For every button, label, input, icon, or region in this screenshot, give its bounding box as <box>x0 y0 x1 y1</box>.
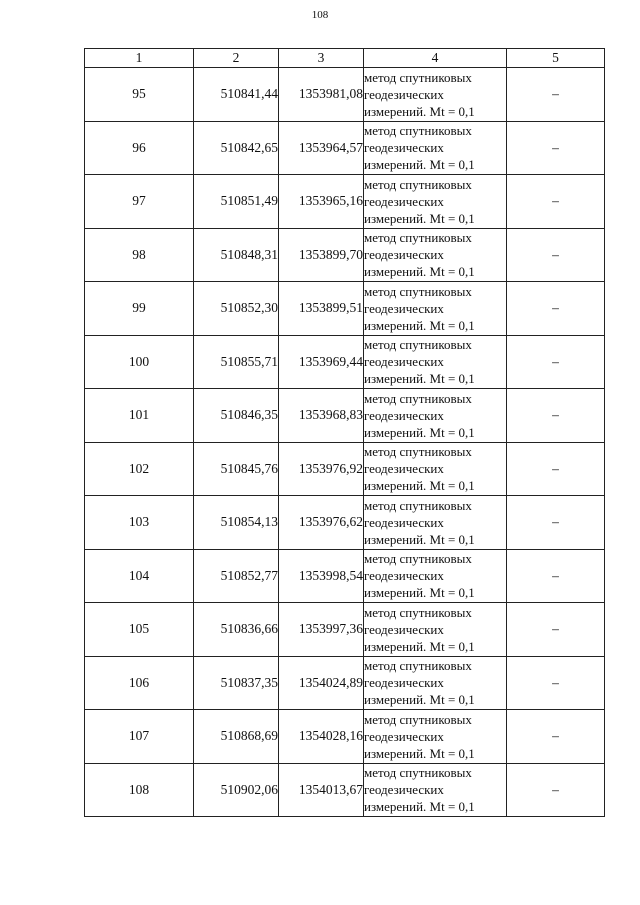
y-coordinate-cell: 1353969,44 <box>279 335 364 389</box>
point-number-cell: 103 <box>85 496 194 550</box>
method-cell <box>364 763 507 817</box>
table-row <box>85 282 605 336</box>
header-col-1: 1 <box>85 49 194 68</box>
page-number: 108 <box>311 9 329 21</box>
point-number-cell: 106 <box>85 656 194 710</box>
method-text-line: геодезических <box>364 675 444 691</box>
method-text-line: метод спутниковых <box>364 390 472 406</box>
x-coordinate-cell: 510837,35 <box>194 656 279 710</box>
table-row <box>85 175 605 229</box>
method-text-line: геодезических <box>364 193 444 209</box>
method-cell <box>364 442 507 496</box>
note-cell: – <box>507 710 605 764</box>
x-coordinate-cell: 510848,31 <box>194 228 279 282</box>
method-text-line: метод спутниковых <box>364 283 472 299</box>
table-row <box>85 121 605 175</box>
table-row <box>85 228 605 282</box>
method-text-line: метод спутниковых <box>364 658 472 674</box>
point-number-cell: 97 <box>85 175 194 229</box>
y-coordinate-cell: 1354024,89 <box>279 656 364 710</box>
method-text-line: метод спутниковых <box>364 497 472 513</box>
method-text-line: метод спутниковых <box>364 123 472 139</box>
method-text-line: измерений. Mt = 0,1 <box>364 210 475 226</box>
method-cell <box>364 68 507 122</box>
table-row <box>85 335 605 389</box>
point-number-cell: 104 <box>85 549 194 603</box>
table-row <box>85 68 605 122</box>
method-text-line: метод спутниковых <box>364 604 472 620</box>
method-text-line: измерений. Mt = 0,1 <box>364 531 475 547</box>
method-text-line: геодезических <box>364 354 444 370</box>
note-cell: – <box>507 496 605 550</box>
table-header-row <box>85 49 605 68</box>
x-coordinate-cell: 510868,69 <box>194 710 279 764</box>
point-number-cell: 99 <box>85 282 194 336</box>
table-row <box>85 603 605 657</box>
note-cell: – <box>507 389 605 443</box>
x-coordinate-cell: 510845,76 <box>194 442 279 496</box>
method-text-line: измерений. Mt = 0,1 <box>364 317 475 333</box>
method-text-line: геодезических <box>364 621 444 637</box>
y-coordinate-cell: 1353899,51 <box>279 282 364 336</box>
coordinates-table <box>84 48 605 817</box>
y-coordinate-cell: 1353964,57 <box>279 121 364 175</box>
x-coordinate-cell: 510836,66 <box>194 603 279 657</box>
note-cell: – <box>507 549 605 603</box>
method-cell <box>364 121 507 175</box>
table-row <box>85 389 605 443</box>
method-text-line: измерений. Mt = 0,1 <box>364 799 475 815</box>
point-number-cell: 105 <box>85 603 194 657</box>
x-coordinate-cell: 510851,49 <box>194 175 279 229</box>
table-row <box>85 710 605 764</box>
method-text-line: геодезических <box>364 568 444 584</box>
table-body <box>85 68 605 817</box>
note-cell: – <box>507 175 605 229</box>
method-cell <box>364 175 507 229</box>
note-cell: – <box>507 656 605 710</box>
method-text-line: измерений. Mt = 0,1 <box>364 371 475 387</box>
x-coordinate-cell: 510846,35 <box>194 389 279 443</box>
point-number-cell: 101 <box>85 389 194 443</box>
method-text-line: геодезических <box>364 782 444 798</box>
y-coordinate-cell: 1353968,83 <box>279 389 364 443</box>
method-cell <box>364 282 507 336</box>
method-cell <box>364 335 507 389</box>
method-cell <box>364 603 507 657</box>
method-text-line: геодезических <box>364 140 444 156</box>
note-cell: – <box>507 282 605 336</box>
method-text-line: измерений. Mt = 0,1 <box>364 264 475 280</box>
table-row <box>85 549 605 603</box>
method-cell <box>364 496 507 550</box>
note-cell: – <box>507 442 605 496</box>
header-col-3: 3 <box>279 49 364 68</box>
y-coordinate-cell: 1353976,62 <box>279 496 364 550</box>
table-row <box>85 496 605 550</box>
method-text-line: измерений. Mt = 0,1 <box>364 692 475 708</box>
method-text-line: измерений. Mt = 0,1 <box>364 638 475 654</box>
y-coordinate-cell: 1353899,70 <box>279 228 364 282</box>
method-cell <box>364 228 507 282</box>
method-text-line: геодезических <box>364 461 444 477</box>
method-text-line: геодезических <box>364 728 444 744</box>
x-coordinate-cell: 510855,71 <box>194 335 279 389</box>
note-cell: – <box>507 121 605 175</box>
method-text-line: геодезических <box>364 514 444 530</box>
method-cell <box>364 549 507 603</box>
table-row <box>85 442 605 496</box>
header-col-5: 5 <box>507 49 605 68</box>
x-coordinate-cell: 510841,44 <box>194 68 279 122</box>
y-coordinate-cell: 1353981,08 <box>279 68 364 122</box>
note-cell: – <box>507 603 605 657</box>
note-cell: – <box>507 763 605 817</box>
y-coordinate-cell: 1353998,54 <box>279 549 364 603</box>
x-coordinate-cell: 510842,65 <box>194 121 279 175</box>
point-number-cell: 100 <box>85 335 194 389</box>
y-coordinate-cell: 1353965,16 <box>279 175 364 229</box>
method-text-line: геодезических <box>364 247 444 263</box>
y-coordinate-cell: 1353997,36 <box>279 603 364 657</box>
method-text-line: метод спутниковых <box>364 230 472 246</box>
method-text-line: метод спутниковых <box>364 551 472 567</box>
method-text-line: измерений. Mt = 0,1 <box>364 745 475 761</box>
method-text-line: метод спутниковых <box>364 337 472 353</box>
point-number-cell: 96 <box>85 121 194 175</box>
method-text-line: измерений. Mt = 0,1 <box>364 157 475 173</box>
method-text-line: измерений. Mt = 0,1 <box>364 478 475 494</box>
table-row <box>85 763 605 817</box>
note-cell: – <box>507 335 605 389</box>
point-number-cell: 95 <box>85 68 194 122</box>
method-cell <box>364 710 507 764</box>
method-text-line: метод спутниковых <box>364 711 472 727</box>
method-text-line: измерений. Mt = 0,1 <box>364 103 475 119</box>
method-text-line: измерений. Mt = 0,1 <box>364 585 475 601</box>
x-coordinate-cell: 510854,13 <box>194 496 279 550</box>
method-cell <box>364 656 507 710</box>
method-text-line: метод спутниковых <box>364 765 472 781</box>
point-number-cell: 108 <box>85 763 194 817</box>
y-coordinate-cell: 1354013,67 <box>279 763 364 817</box>
method-text-line: метод спутниковых <box>364 444 472 460</box>
header-col-4: 4 <box>364 49 507 68</box>
method-text-line: измерений. Mt = 0,1 <box>364 424 475 440</box>
x-coordinate-cell: 510852,77 <box>194 549 279 603</box>
point-number-cell: 98 <box>85 228 194 282</box>
x-coordinate-cell: 510852,30 <box>194 282 279 336</box>
note-cell: – <box>507 68 605 122</box>
point-number-cell: 102 <box>85 442 194 496</box>
x-coordinate-cell: 510902,06 <box>194 763 279 817</box>
table-row <box>85 656 605 710</box>
method-text-line: геодезических <box>364 86 444 102</box>
y-coordinate-cell: 1353976,92 <box>279 442 364 496</box>
method-text-line: геодезических <box>364 407 444 423</box>
method-text-line: геодезических <box>364 300 444 316</box>
y-coordinate-cell: 1354028,16 <box>279 710 364 764</box>
method-text-line: метод спутниковых <box>364 176 472 192</box>
method-text-line: метод спутниковых <box>364 69 472 85</box>
method-cell <box>364 389 507 443</box>
header-col-2: 2 <box>194 49 279 68</box>
note-cell: – <box>507 228 605 282</box>
point-number-cell: 107 <box>85 710 194 764</box>
